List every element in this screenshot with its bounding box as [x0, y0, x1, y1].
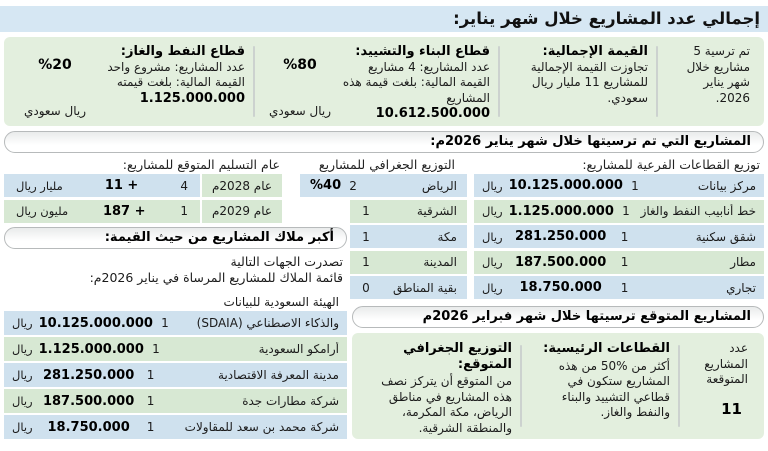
divider: [520, 345, 522, 427]
expected-sectors-heading: القطاعات الرئيسية:: [543, 341, 670, 356]
oil-gas-currency: ريال سعودي: [23, 103, 87, 118]
geographic-row: [350, 251, 467, 274]
construction-summary: [257, 42, 496, 121]
construction-side: [263, 44, 337, 119]
region-percent: %40: [310, 178, 342, 193]
region-count: 2: [349, 178, 357, 193]
owner-name-line1: الهيئة السعودية للبيانات: [223, 295, 339, 309]
construction-percent: %80: [283, 57, 317, 73]
geographic-row: [350, 200, 467, 223]
expected-geo-heading: التوزيع الجغرافي المتوقع:: [403, 341, 512, 372]
divider: [656, 46, 658, 117]
delivery-row: [4, 200, 282, 223]
oil-gas-value-line: القيمة المالية: بلغت قيمته: [116, 75, 245, 89]
divider: [498, 46, 500, 117]
region-name: مكة: [437, 229, 457, 244]
owners-table: [4, 295, 347, 441]
region-name: الرياض: [421, 178, 457, 193]
construction-value: 10.612.500.000: [375, 106, 490, 121]
subsector-row: [474, 276, 764, 299]
page-title: إجمالي عدد المشاريع خلال شهر يناير:: [453, 9, 760, 28]
subsector-value: 1.125.000.000: [508, 203, 614, 219]
oil-gas-side: [18, 44, 92, 119]
subsector-count: 1: [631, 178, 639, 193]
expected-section-header: المشاريع المتوقع ترسيتها خلال شهر فبراير 2026م: [352, 306, 764, 328]
title-band: [0, 6, 768, 32]
oil-gas-text-block: [92, 44, 245, 119]
subsectors-table: [474, 174, 764, 302]
owner-name: والذكاء الاصطناعي (SDAIA): [196, 316, 339, 330]
subsector-unit: ريال: [482, 178, 503, 193]
owner-name: مدينة المعرفة الاقتصادية: [218, 368, 339, 382]
geographic-row: [350, 276, 467, 299]
oil-gas-summary: [12, 42, 251, 121]
subsector-row: [474, 251, 764, 274]
geographic-header: التوزيع الجغرافي للمشاريع: [318, 157, 455, 172]
subsector-unit: ريال: [482, 204, 503, 218]
region-count: 0: [362, 280, 370, 295]
subsector-value: 10.125.000.000: [508, 178, 623, 193]
awarded-summary: [660, 42, 756, 121]
delivery-year: عام 2028م: [202, 174, 282, 197]
owner-unit: ريال: [12, 394, 33, 408]
owner-count: 1: [146, 368, 155, 382]
delivery-unit: مليار ريال: [16, 178, 63, 193]
construction-value-line: القيمة المالية: بلغت قيمة هذه المشاريع: [342, 75, 490, 105]
owner-value: 10.125.000.000: [38, 315, 153, 331]
construction-count-line: عدد المشاريع: 4 مشاريع: [367, 59, 490, 74]
oil-gas-percent: %20: [38, 57, 72, 73]
region-count: 1: [362, 255, 370, 269]
delivery-unit: مليون ريال: [16, 204, 69, 218]
subsector-name: تجاري: [726, 280, 756, 295]
delivery-count: 1: [180, 204, 188, 218]
owners-section-header: أكبر ملاك المشاريع من حيث القيمة:: [4, 227, 347, 249]
owner-count: 1: [161, 316, 169, 330]
owner-value: 281.250.000: [42, 367, 135, 383]
region-name: المدينة: [423, 255, 457, 269]
expected-count: 11: [721, 399, 742, 418]
delivery-row: [4, 174, 282, 197]
divider: [253, 46, 255, 117]
total-value-text: تجاوزت القيمة الإجمالية للمشاريع 11 مليار ريال سعودي.: [530, 59, 648, 105]
region-name: بقية المناطق: [392, 280, 457, 295]
subsector-name: خط أنابيب النفط والغاز: [640, 204, 756, 218]
delivery-value: + 11: [104, 178, 139, 193]
delivery-count: 4: [180, 178, 188, 193]
awarded-section-header: المشاريع التي تم ترسيتها خلال شهر يناير 2026م:: [4, 131, 764, 153]
owner-count: 1: [146, 394, 155, 408]
geographic-row: [350, 225, 467, 248]
owner-unit: ريال: [12, 368, 33, 382]
owner-row: [4, 363, 347, 387]
delivery-year: عام 2029م: [202, 200, 282, 223]
owner-unit: ريال: [12, 420, 33, 434]
subsector-unit: ريال: [482, 280, 503, 295]
subsector-value: 18.750.000: [519, 280, 602, 295]
summary-box: [4, 37, 764, 126]
total-value-heading: القيمة الإجمالية:: [542, 44, 648, 59]
region-count: 1: [362, 204, 370, 218]
expected-count-block: [682, 341, 754, 431]
construction-currency: ريال سعودي: [268, 103, 332, 118]
region-count: 1: [362, 229, 370, 244]
owner-unit: ريال: [12, 316, 33, 330]
total-value-summary: [502, 42, 654, 121]
delivery-row-values: [4, 174, 200, 197]
owner-name: أرامكو السعودية: [258, 342, 339, 356]
owners-intro-line1: تصدرت الجهات التالية: [230, 254, 343, 269]
awarded-summary-text: تم ترسية 5 مشاريع خلال شهر يناير 2026.: [686, 44, 750, 105]
subsector-value: 281.250.000: [514, 229, 607, 244]
subsector-count: 1: [620, 280, 629, 295]
subsector-row: [474, 200, 764, 223]
subsector-count: 1: [620, 255, 629, 269]
subsector-unit: ريال: [482, 229, 503, 244]
subsector-name: شقق سكنية: [695, 229, 756, 244]
owner-row: [4, 311, 347, 335]
owner-value: 1.125.000.000: [38, 341, 144, 357]
construction-heading: قطاع البناء والتشييد:: [355, 44, 490, 59]
expected-geo-block: [362, 341, 518, 435]
subsector-name: مركز بيانات: [697, 178, 756, 193]
delivery-year-table: [4, 174, 282, 225]
delivery-row-values: [4, 200, 200, 223]
owner-row: [4, 415, 347, 439]
expected-sectors-text: أكثر من %50 من هذه المشاريع ستكون في قطاعي التشييد والبناء والنفط والغاز.: [558, 358, 670, 419]
delivery-value: + 187: [102, 203, 146, 219]
oil-gas-count-line: عدد المشاريع: مشروع واحد: [107, 59, 245, 74]
owner-row: [4, 337, 347, 361]
subsector-row: [474, 225, 764, 248]
owner-item: [4, 389, 347, 413]
owner-item: [4, 363, 347, 387]
owner-name: شركة محمد بن سعد للمقاولات: [184, 420, 339, 434]
owner-item: [4, 295, 347, 335]
subsector-unit: ريال: [482, 255, 503, 269]
owners-intro: [4, 254, 347, 286]
oil-gas-value: 1.125.000.000: [139, 90, 245, 106]
expected-count-label: عدد المشاريع المتوقعة: [704, 341, 748, 386]
subsector-count: 1: [620, 229, 629, 244]
oil-gas-heading: قطاع النفط والغاز:: [120, 44, 245, 59]
subsectors-header: توزيع القطاعات الفرعية للمشاريع:: [582, 157, 760, 172]
owner-count: 1: [146, 420, 155, 434]
owner-name: شركة مطارات جدة: [242, 394, 339, 408]
expected-box: [352, 333, 764, 439]
delivery-year-header: عام التسليم المتوقع للمشاريع:: [122, 157, 280, 172]
owner-value: 18.750.000: [47, 419, 130, 435]
owners-intro-line2: قائمة الملاك للمشاريع المرساة في يناير 2026م:: [89, 270, 343, 285]
geographic-row: [300, 174, 467, 197]
region-name: الشرقية: [416, 204, 457, 218]
divider: [678, 345, 680, 427]
subsector-count: 1: [622, 204, 630, 218]
owner-value: 187.500.000: [42, 393, 135, 409]
construction-text-block: [337, 44, 490, 119]
subsector-name: مطار: [730, 255, 756, 269]
subsector-value: 187.500.000: [514, 254, 607, 270]
subsector-row: [474, 174, 764, 197]
owner-count: 1: [152, 342, 160, 356]
expected-geo-text: من المتوقع أن يتركز نصف هذه المشاريع في مناطق الرياض، مكة المكرمة، والمنطقة الشرقية.: [381, 374, 512, 435]
owner-row: [4, 389, 347, 413]
expected-sectors-block: [524, 341, 676, 431]
owner-unit: ريال: [12, 342, 33, 356]
owner-item: [4, 415, 347, 439]
owner-item: [4, 337, 347, 361]
